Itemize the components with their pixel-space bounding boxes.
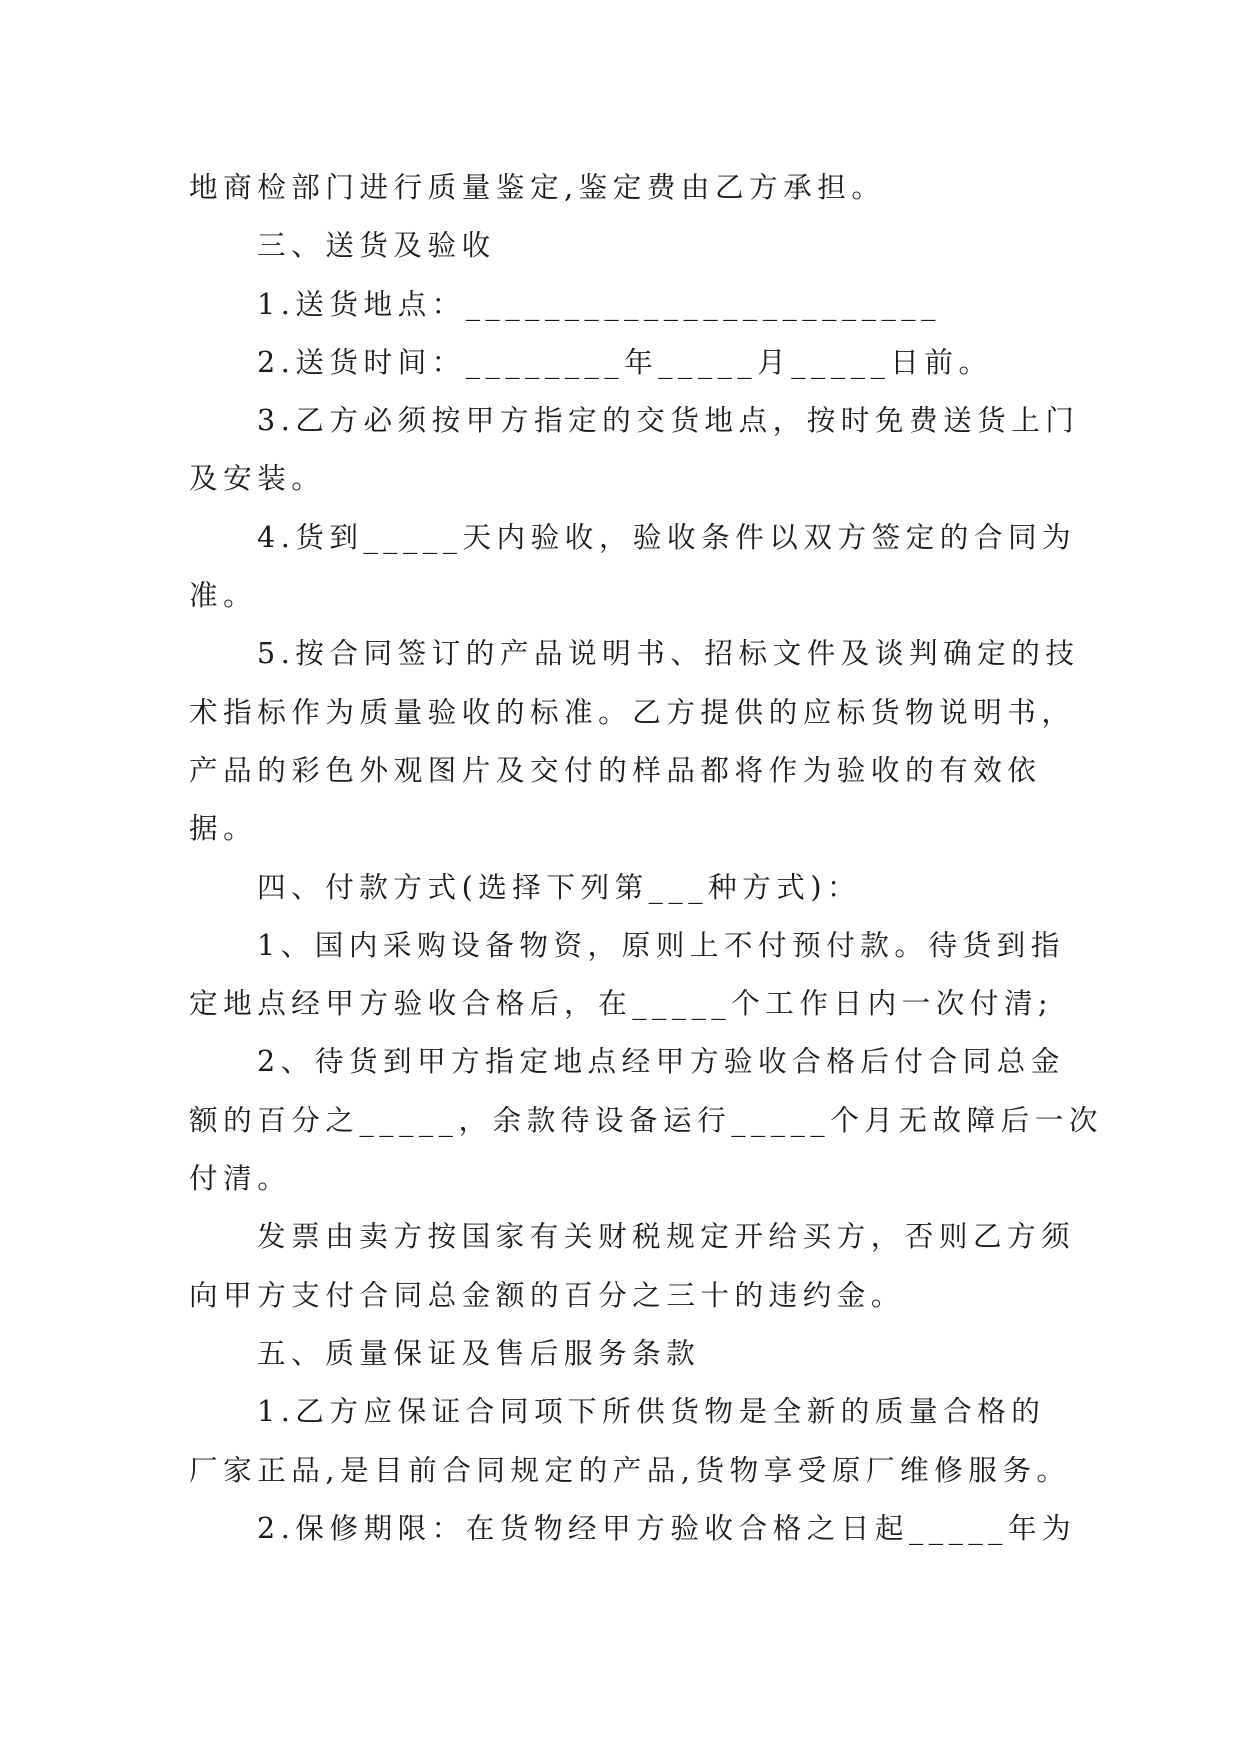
clause-line: 1.送货地点：________________________ bbox=[257, 286, 941, 321]
section-heading: 五、质量保证及售后服务条款 bbox=[257, 1335, 701, 1370]
clause-line: 1.乙方应保证合同项下所供货物是全新的质量合格的 bbox=[257, 1394, 1046, 1429]
document-body bbox=[189, 158, 1103, 1557]
body-line: 据。 bbox=[189, 811, 258, 846]
body-line: 术指标作为质量验收的标准。乙方提供的应标货物说明书， bbox=[189, 694, 1076, 729]
body-line: 产品的彩色外观图片及交付的样品都将作为验收的有效依 bbox=[189, 752, 1042, 787]
body-line: 付清。 bbox=[189, 1161, 292, 1196]
clause-line: 2、待货到甲方指定地点经甲方验收合格后付合同总金 bbox=[257, 1044, 1065, 1079]
clause-line: 2.送货时间：________年_____月_____日前。 bbox=[257, 344, 993, 379]
clause-line: 3.乙方必须按甲方指定的交货地点，按时免费送货上门 bbox=[257, 403, 1080, 438]
body-line: 准。 bbox=[189, 578, 258, 613]
section-heading: 四、付款方式(选择下列第___种方式)： bbox=[257, 869, 862, 904]
body-line: 向甲方支付合同总金额的百分之三十的违约金。 bbox=[189, 1277, 905, 1312]
body-line: 额的百分之_____，余款待设备运行_____个月无故障后一次 bbox=[189, 1102, 1103, 1137]
body-line: 定地点经甲方验收合格后，在_____个工作日内一次付清; bbox=[189, 986, 1054, 1021]
section-heading: 三、送货及验收 bbox=[257, 228, 496, 263]
clause-line: 5.按合同签订的产品说明书、招标文件及谈判确定的技 bbox=[257, 636, 1080, 671]
clause-line: 2.保修期限：在货物经甲方验收合格之日起_____年为 bbox=[257, 1510, 1077, 1545]
body-line: 地商检部门进行质量鉴定,鉴定费由乙方承担。 bbox=[189, 170, 886, 204]
body-line: 厂家正品,是目前合同规定的产品,货物享受原厂维修服务。 bbox=[189, 1452, 1071, 1487]
clause-line: 发票由卖方按国家有关财税规定开给买方，否则乙方须 bbox=[257, 1219, 1076, 1254]
body-line: 及安装。 bbox=[189, 461, 326, 496]
clause-line: 4.货到_____天内验收，验收条件以双方签定的合同为 bbox=[257, 519, 1077, 554]
clause-line: 1、国内采购设备物资，原则上不付预付款。待货到指 bbox=[257, 927, 1065, 962]
